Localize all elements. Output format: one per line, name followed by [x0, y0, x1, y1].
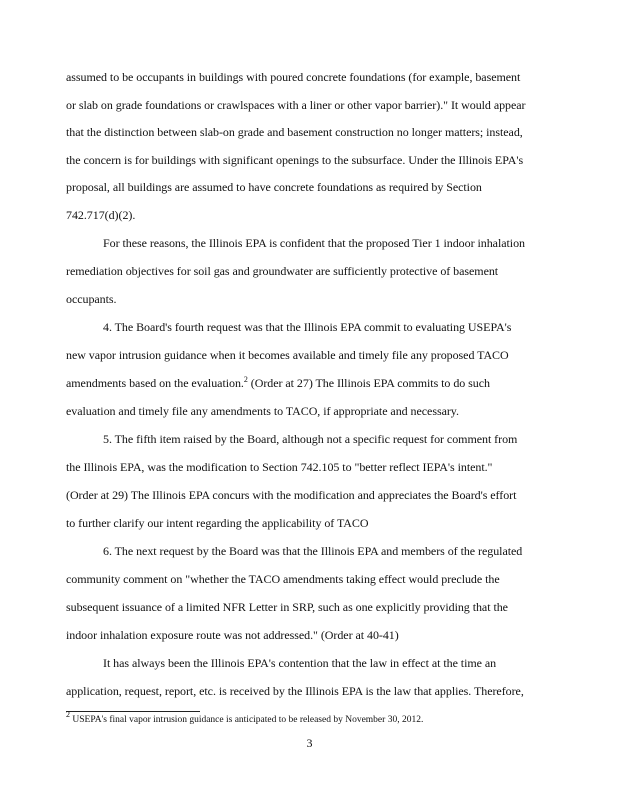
- body-line-3: that the distinction between slab-on grade and basement construction no longer matters; instead,: [66, 125, 523, 139]
- footnote-reference: 2: [243, 375, 248, 384]
- body-line-2: or slab on grade foundations or crawlspaces with a liner or other vapor barrier)." It would appear: [66, 98, 526, 112]
- body-line-19: community comment on "whether the TACO amendments taking effect would preclude the: [66, 572, 500, 586]
- footnote-marker: 2: [66, 710, 70, 719]
- footnote-divider: [66, 711, 200, 712]
- body-line-5: proposal, all buildings are assumed to have concrete foundations as required by Section: [66, 180, 482, 194]
- amendments-text-before: amendments based on the evaluation.: [66, 376, 244, 390]
- body-line-15: the Illinois EPA, was the modification to Section 742.105 to "better reflect IEPA's intent.": [66, 460, 493, 474]
- footnote: [66, 710, 424, 726]
- body-line-11: new vapor intrusion guidance when it becomes available and timely file any proposed TACO: [66, 348, 509, 362]
- body-line-amendments: [66, 376, 490, 390]
- body-line-23: application, request, report, etc. is received by the Illinois EPA is the law that applies. Therefore,: [66, 684, 524, 698]
- body-line-4: the concern is for buildings with significant openings to the subsurface. Under the Illinois EPA's: [66, 153, 524, 167]
- body-line-13: evaluation and timely file any amendments to TACO, if appropriate and necessary.: [66, 404, 459, 418]
- body-line-16: (Order at 29) The Illinois EPA concurs with the modification and appreciates the Board's effort: [66, 488, 517, 502]
- body-line-6: 742.717(d)(2).: [66, 208, 136, 222]
- footnote-text: USEPA's final vapor intrusion guidance is anticipated to be released by November 30, 2012.: [70, 715, 424, 725]
- body-line-18: 6. The next request by the Board was that the Illinois EPA and members of the regulated: [103, 544, 523, 558]
- body-line-20: subsequent issuance of a limited NFR Letter in SRP, such as one explicitly providing that the: [66, 600, 508, 614]
- body-line-7: For these reasons, the Illinois EPA is confident that the proposed Tier 1 indoor inhalation: [103, 236, 525, 250]
- page-number: 3: [306, 736, 313, 750]
- body-line-10: 4. The Board's fourth request was that the Illinois EPA commit to evaluating USEPA's: [103, 320, 512, 334]
- body-line-14: 5. The fifth item raised by the Board, although not a specific request for comment from: [103, 432, 518, 446]
- amendments-text-after: (Order at 27) The Illinois EPA commits to do such: [247, 376, 490, 390]
- body-line-22: It has always been the Illinois EPA's contention that the law in effect at the time an: [103, 656, 497, 670]
- body-line-1: assumed to be occupants in buildings with poured concrete foundations (for example, basement: [66, 70, 521, 84]
- body-line-8: remediation objectives for soil gas and groundwater are sufficiently protective of basement: [66, 264, 499, 278]
- body-line-17: to further clarify our intent regarding the applicability of TACO: [66, 516, 369, 530]
- body-line-9: occupants.: [66, 292, 117, 306]
- body-line-21: indoor inhalation exposure route was not addressed." (Order at 40-41): [66, 628, 399, 642]
